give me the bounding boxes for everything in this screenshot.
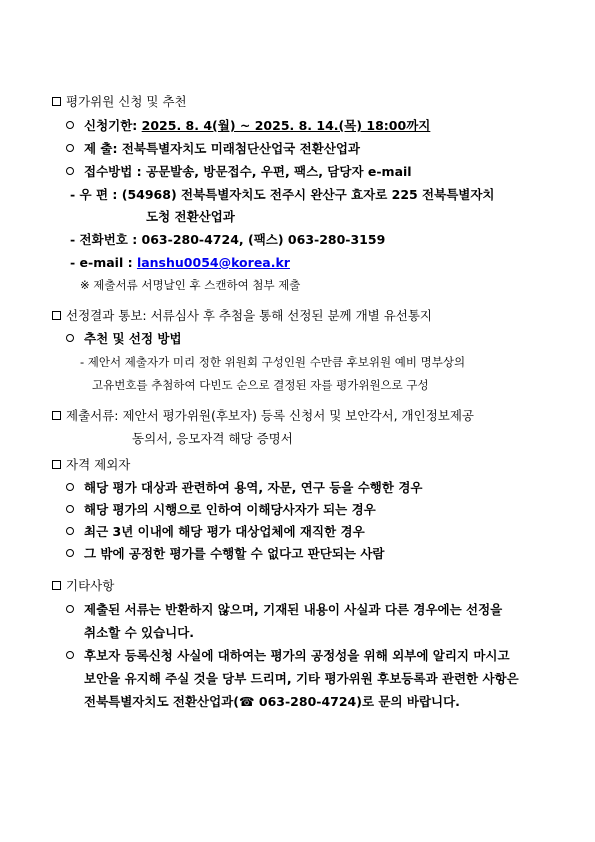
deadline-line [66, 118, 430, 134]
post-line-cont: 도청 전환산업과 [146, 209, 235, 224]
list-item [66, 524, 365, 540]
circle-bullet-icon [66, 144, 74, 152]
section-heading [52, 457, 130, 473]
list-item [66, 602, 502, 618]
list-item [66, 546, 384, 562]
item-text: 해당 평가 대상과 관련하여 용역, 자문, 연구 등을 수행한 경우 [84, 480, 423, 495]
heading-text: 선정결과 통보: 서류심사 후 추첨을 통해 선정된 분께 개별 유선통지 [66, 308, 432, 323]
list-item-cont: 보안을 유지해 주실 것을 당부 드리며, 기타 평가위원 후보등록과 관련한 사항은 [84, 671, 519, 686]
circle-bullet-icon [66, 651, 74, 659]
circle-bullet-icon [66, 505, 74, 513]
subtitle-text: 추천 및 선정 방법 [84, 331, 182, 346]
section-heading [52, 578, 114, 594]
item-text: 그 밖에 공정한 평가를 수행할 수 없다고 판단되는 사람 [84, 546, 385, 561]
item-text: 최근 3년 이내에 해당 평가 대상업체에 재직한 경우 [84, 524, 365, 539]
heading-text: 제출서류: 제안서 평가위원(후보자) 등록 신청서 및 보안각서, 개인정보제공 [66, 408, 475, 423]
list-item [66, 480, 422, 496]
email-line [70, 255, 290, 271]
section-heading [52, 94, 187, 110]
checkbox-square-icon [52, 411, 61, 420]
circle-bullet-icon [66, 334, 74, 342]
phone-line: - 전화번호 : 063-280-4724, (팩스) 063-280-3159 [70, 232, 386, 247]
checkbox-square-icon [52, 97, 61, 106]
method-text: 접수방법 : 공문발송, 방문접수, 우편, 팩스, 담당자 e-mail [84, 164, 412, 179]
circle-bullet-icon [66, 483, 74, 491]
checkbox-square-icon [52, 460, 61, 469]
desc-line-cont: 고유번호를 추첨하여 다빈도 순으로 결정된 자를 평가위원으로 구성 [92, 378, 429, 392]
item-text: 제출된 서류는 반환하지 않으며, 기재된 내용이 사실과 다른 경우에는 선정을 [84, 602, 503, 617]
submit-text: 제 출: 전북특별자치도 미래첨단산업국 전환산업과 [84, 141, 360, 156]
section-heading [52, 308, 432, 324]
checkbox-square-icon [52, 581, 61, 590]
circle-bullet-icon [66, 549, 74, 557]
post-line: - 우 편 : (54968) 전북특별자치도 전주시 완산구 효자로 225 전북특별자치 [70, 187, 495, 202]
list-item-cont: 취소할 수 있습니다. [84, 625, 195, 640]
method-line [66, 164, 412, 180]
deadline-value: 2025. 8. 4(월) ~ 2025. 8. 14.(목) 18:00까지 [141, 118, 431, 133]
item-text: 해당 평가의 시행으로 인하여 이해당사자가 되는 경우 [84, 502, 376, 517]
desc-line: - 제안서 제출자가 미리 정한 위원회 구성인원 수만큼 후보위원 예비 명부상의 [80, 355, 466, 369]
circle-bullet-icon [66, 527, 74, 535]
deadline-label: 신청기한: [84, 118, 142, 133]
method-subtitle [66, 331, 182, 347]
heading-text: 자격 제외자 [66, 457, 131, 472]
email-link[interactable]: lanshu0054@korea.kr [136, 255, 290, 270]
section-heading [52, 408, 474, 424]
heading-text: 평가위원 신청 및 추천 [66, 94, 187, 109]
circle-bullet-icon [66, 121, 74, 129]
submit-line [66, 141, 360, 157]
heading-text: 기타사항 [66, 578, 115, 593]
circle-bullet-icon [66, 605, 74, 613]
list-item [66, 648, 510, 664]
checkbox-square-icon [52, 311, 61, 320]
list-item-cont: 전북특별자치도 전환산업과(☎ 063-280-4724)로 문의 바랍니다. [84, 694, 460, 709]
list-item [66, 502, 376, 518]
circle-bullet-icon [66, 167, 74, 175]
item-text: 후보자 등록신청 사실에 대하여는 평가의 공정성을 위해 외부에 알리지 마시고 [84, 648, 510, 663]
heading-cont: 동의서, 응모자격 해당 증명서 [132, 431, 293, 446]
email-label: - e-mail : [70, 255, 137, 270]
note-line: ※ 제출서류 서명날인 후 스캔하여 첨부 제출 [80, 278, 301, 292]
